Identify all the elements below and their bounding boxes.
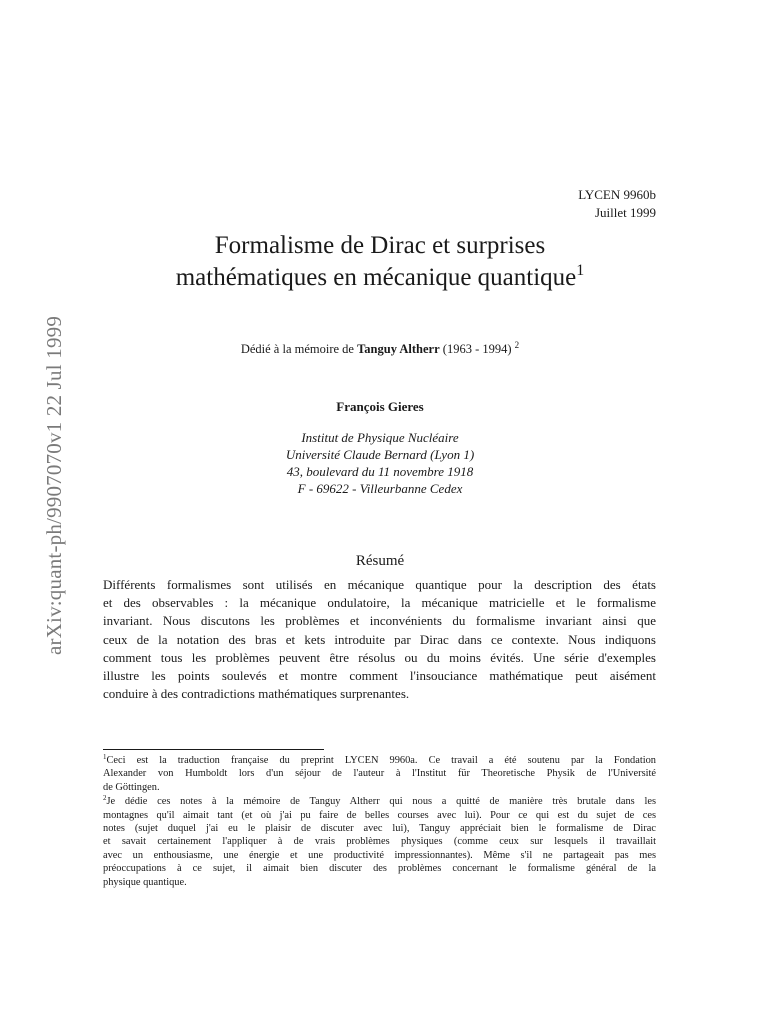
footnote-mark: 2 [103, 794, 107, 803]
footnote-line: Alexander von Humboldt lors d'un séjour de l'auteur à l'Institut für Theoretische Physik de l'Université [103, 768, 656, 780]
footnote-mark: 1 [103, 753, 107, 761]
paper-title [100, 230, 660, 294]
report-number: LYCEN 9960b [578, 187, 656, 202]
footnote-line: de Göttingen. [103, 781, 160, 793]
author-affiliation [100, 429, 660, 497]
abstract-line: comment tous les problèmes peuvent être résolus ou du moins évités. Une série d'exemples [103, 649, 656, 665]
affiliation-line: Institut de Physique Nucléaire [301, 430, 459, 445]
footnote-divider [103, 749, 324, 750]
footnote-2 [103, 795, 656, 889]
author-name: François Gieres [336, 399, 424, 414]
footnote-line: physique quantique. [103, 876, 187, 888]
footnote-line: et savait certainement l'appliquer à de vrais problèmes physiques (comme ceux sur lesquels il travaillait [103, 836, 656, 848]
footnote-line: montagnes qu'il aimait tant (et où j'ai pu faire de belles courses avec lui). Pour ce qui est du sujet de ces [103, 809, 656, 821]
abstract-line: invariant. Nous discutons les problèmes et inconvénients du formalisme invariant ainsi que [103, 613, 656, 629]
report-info [578, 186, 656, 222]
arxiv-identifier-stamp [40, 300, 70, 670]
footnote-line: notes (sujet duquel j'ai eu le plaisir de discuter avec lui), Tanguy appréciait bien le formalisme de Dirac [103, 823, 656, 835]
abstract-line: et des observables : la mécanique ondulatoire, la mécanique matricielle et le formalisme [103, 595, 656, 611]
abstract-line: conduire à des contradictions mathématiques surprenantes. [103, 686, 410, 702]
abstract-line: illustre les points soulevés et montre comment l'insouciance mathématique peut aisément [103, 668, 656, 684]
footnote-line: avec un enthousiasme, une énergie et une productivité impressionnantes). Même s'il ne partageait pas mes [103, 849, 656, 861]
footnote-line: Ceci est la traduction française du preprint LYCEN 9960a. Ce travail a été soutenu par la Fondation [106, 755, 656, 766]
affiliation-line: Université Claude Bernard (Lyon 1) [285, 447, 475, 462]
affiliation-line: F - 69622 - Villeurbanne Cedex [297, 481, 463, 496]
dedication-name: Tanguy Altherr [357, 342, 440, 356]
report-date: Juillet 1999 [594, 205, 656, 220]
dedication-years: (1963 - 1994) [439, 342, 515, 356]
arxiv-identifier-text: arXiv:quant-ph/9907070v1 22 Jul 1999 [42, 315, 67, 655]
abstract-line: Différents formalismes sont utilisés en mécanique quantique pour la description des états [103, 577, 656, 592]
abstract-body [103, 576, 656, 703]
footnote-1 [103, 754, 656, 794]
affiliation-line: 43, boulevard du 11 novembre 1918 [286, 464, 474, 479]
title-footnote-mark: 1 [576, 262, 585, 279]
dedication [100, 342, 660, 357]
title-line-2: mathématiques en mécanique quantique [175, 264, 577, 291]
footnote-line: Je dédie ces notes à la mémoire de Tanguy Altherr qui nous a quitté de manière très brutale dans les [106, 796, 656, 808]
title-line-1: Formalisme de Dirac et surprises [214, 232, 546, 259]
abstract-heading: Résumé [355, 553, 405, 569]
footnote-line: préoccupations à ce sujet, il aimait bien discuter des problèmes concernant le formalisme général de la [103, 863, 656, 875]
abstract-line: ceux de la notation des bras et kets introduite par Dirac dans ce contexte. Nous indiquons [103, 631, 656, 647]
footnotes [103, 754, 656, 890]
dedication-footnote-mark: 2 [514, 340, 520, 350]
dedication-prefix: Dédié à la mémoire de [240, 342, 358, 356]
